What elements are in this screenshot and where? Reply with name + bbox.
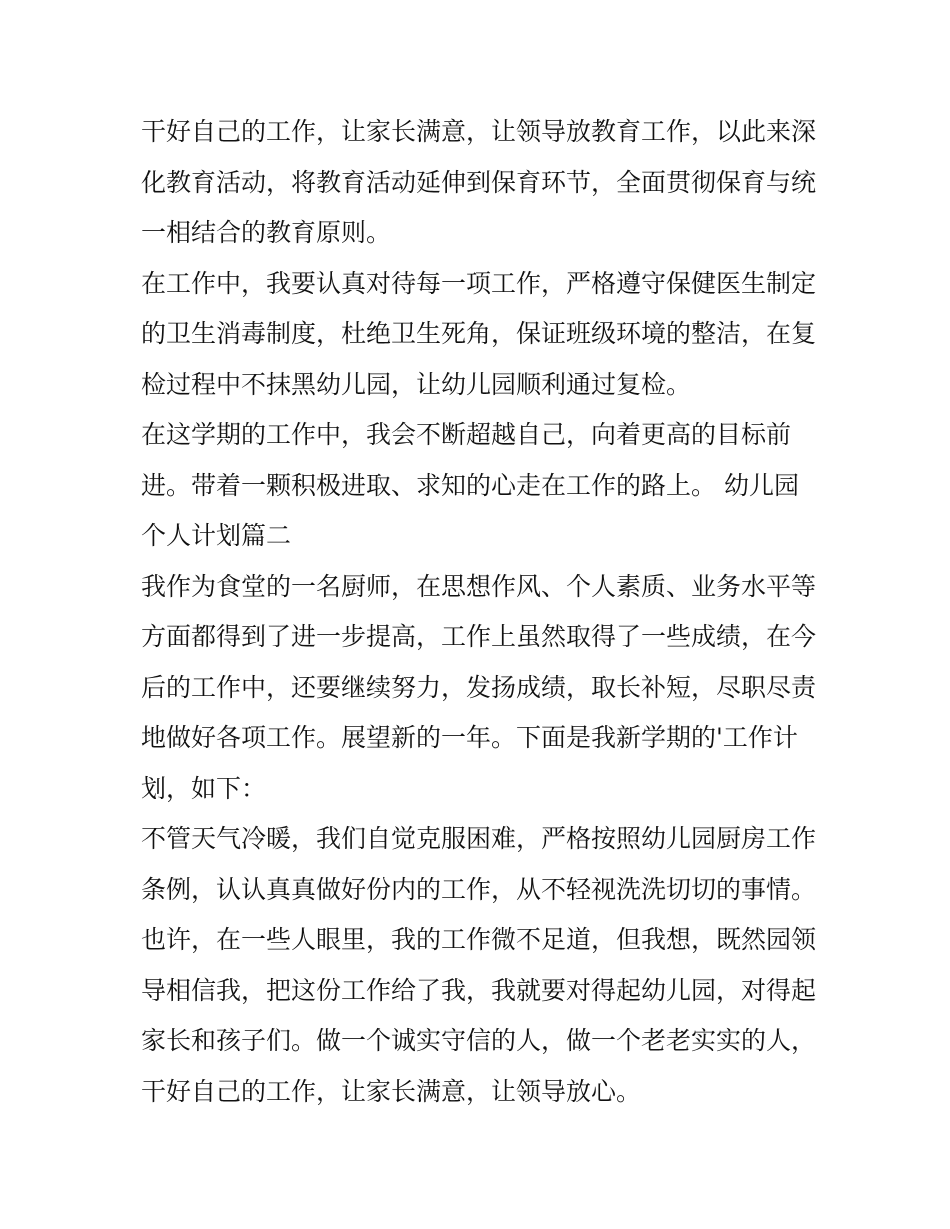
text-line: 条例，认认真真做好份内的工作，从不轻视洗洗切切的事情。	[141, 874, 817, 904]
body-text	[141, 107, 821, 1117]
text-line: 地做好各项工作。展望新的一年。下面是我新学期的'工作计	[141, 723, 798, 752]
text-line: 检过程中不抹黑幼儿园，让幼儿园顺利通过复检。	[141, 369, 692, 399]
section-heading: 个人计划篇二	[141, 521, 292, 550]
text-line: 一相结合的教育原则。	[141, 218, 392, 247]
text-line: 的卫生消毒制度，杜绝卫生死角，保证班级环境的整洁，在复	[141, 319, 817, 348]
text-line: 不管天气冷暖，我们自觉克服困难，严格按照幼儿园厨房工作	[141, 824, 817, 853]
text-line: 导相信我，把这份工作给了我，我就要对得起幼儿园，对得起	[141, 975, 817, 1005]
text-line: 干好自己的工作，让家长满意，让领导放教育工作，以此来深	[141, 117, 817, 146]
text-line: 在这学期的工作中，我会不断超越自己，向着更高的目标前	[141, 420, 792, 449]
text-line: 也许，在一些人眼里，我的工作微不足道，但我想，既然园领	[141, 925, 817, 954]
text-line: 干好自己的工作，让家长满意，让领导放心。	[141, 1076, 642, 1106]
text-line: 家长和孩子们。做一个诚实守信的人，做一个老老实实的人，	[141, 1026, 817, 1055]
text-line: 划，如下：	[141, 773, 267, 803]
text-line: 进。带着一颗积极进取、求知的心走在工作的路上。 幼儿园	[141, 470, 799, 500]
text-line: 我作为食堂的一名厨师，在思想作风、个人素质、业务水平等	[141, 571, 817, 601]
text-line: 方面都得到了进一步提高，工作上虽然取得了一些成绩，在今	[141, 622, 817, 651]
text-line: 后的工作中，还要继续努力，发扬成绩，取长补短，尽职尽责	[141, 672, 817, 702]
text-line: 在工作中，我要认真对待每一项工作，严格遵守保健医生制定	[141, 268, 817, 298]
text-line: 化教育活动，将教育活动延伸到保育环节，全面贯彻保育与统	[141, 167, 817, 197]
